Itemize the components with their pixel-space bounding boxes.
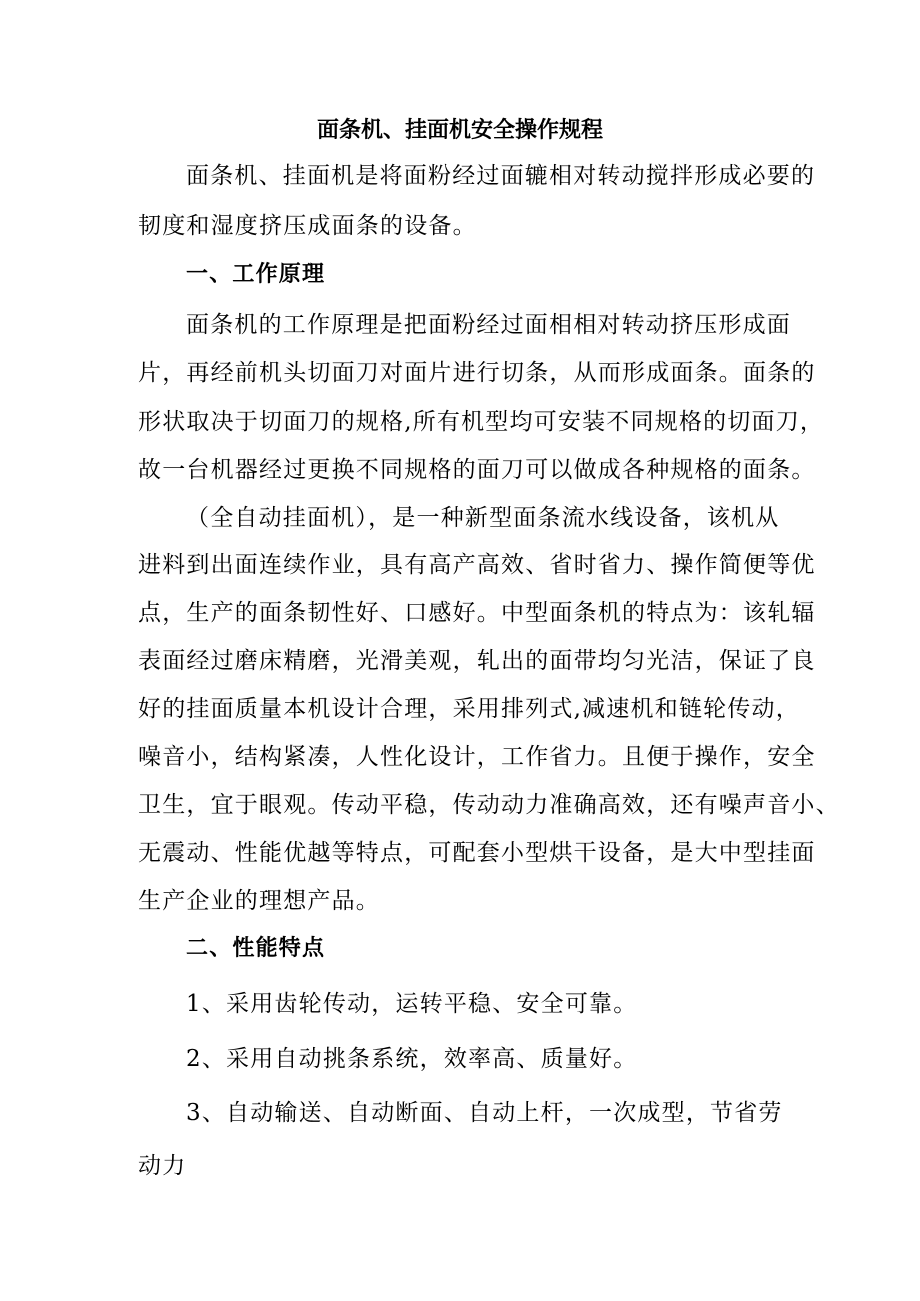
paragraph-line: 无震动、性能优越等特点，可配套小型烘干设备，是大中型挂面 [138, 840, 816, 866]
paragraph-line: 故一台机器经过更换不同规格的面刀可以做成各种规格的面条。 [138, 457, 816, 483]
intro-line: 韧度和湿度挤压成面条的设备。 [138, 213, 477, 239]
paragraph-line: （全自动挂面机），是一种新型面条流水线设备，该机从 [186, 505, 780, 531]
section-heading-features: 二、性能特点 [186, 936, 326, 961]
paragraph-line: 面条机的工作原理是把面粉经过面相相对转动挤压形成面 [186, 312, 791, 338]
feature-item: 2、采用自动挑条系统，效率高、质量好。 [186, 1046, 638, 1072]
paragraph-line: 噪音小，结构紧凑，人性化设计，工作省力。且便于操作，安全 [138, 744, 816, 770]
paragraph-line: 生产企业的理想产品。 [138, 888, 380, 914]
intro-line: 面条机、挂面机是将面粉经过面辘相对转动搅拌形成必要的 [186, 163, 816, 189]
paragraph-line: 形状取决于切面刀的规格,所有机型均可安装不同规格的切面刀， [138, 409, 825, 435]
feature-item-continuation: 动力 [138, 1153, 187, 1179]
paragraph-line: 好的挂面质量本机设计合理，采用排列式,减速机和链轮传动， [138, 696, 800, 722]
paragraph-line: 表面经过磨床精磨，光滑美观，轧出的面带均匀光洁，保证了良 [138, 648, 816, 674]
paragraph-line: 卫生，宜于眼观。传动平稳，传动动力准确高效，还有噪声音小、 [138, 792, 840, 818]
section-heading-principle: 一、工作原理 [186, 262, 326, 287]
paragraph-line: 点，生产的面条韧性好、口感好。中型面条机的特点为：该轧辐 [138, 600, 816, 626]
paragraph-line: 进料到出面连续作业，具有高产高效、省时省力、操作简便等优 [138, 552, 816, 578]
feature-item: 1、采用齿轮传动，运转平稳、安全可靠。 [186, 991, 638, 1017]
feature-item: 3、自动输送、自动断面、自动上杆，一次成型，节省劳 [186, 1100, 783, 1126]
paragraph-line: 片，再经前机头切面刀对面片进行切条，从而形成面条。面条的 [138, 360, 816, 386]
document-title: 面条机、挂面机安全操作规程 [316, 118, 603, 143]
